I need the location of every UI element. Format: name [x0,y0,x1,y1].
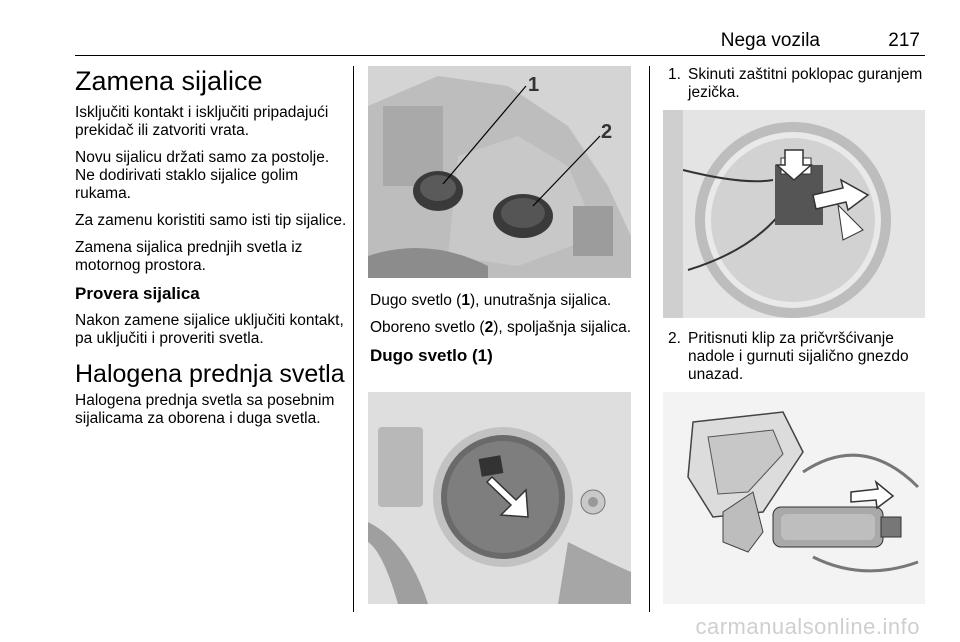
column-divider-1 [353,66,354,612]
right-column-step-1 [668,66,928,102]
headlamp-rear-illustration [368,66,631,278]
protective-cover-figure [663,110,925,318]
running-header-title: Nega vozila [720,30,820,51]
subheading-high-beam: Dugo svetlo (1) [370,346,493,365]
headlamp-rear-figure [368,66,631,278]
paragraph: Zamena sijalica prednjih svetla iz motornog prostora. [75,239,303,274]
caption-low-beam: Oboreno svetlo (2), spoljašnja sijalica. [370,319,632,336]
middle-column-text [370,292,640,374]
page-title: Zamena sijalice [75,66,263,96]
list-item: 2. Pritisnuti klip za pričvršćivanje nadole i gurnuti sijalično gnezdo unazad. [668,330,909,383]
protective-cover-illustration [663,110,925,318]
paragraph: Isključiti kontakt i isključiti pripadajući prekidač ili zatvoriti vrata. [75,104,329,139]
paragraph: Za zamenu koristiti samo isti tip sijalice. [75,212,347,229]
list-item: 1. Skinuti zaštitni poklopac guranjem jezička. [668,66,923,101]
right-column-step-2 [668,330,928,384]
page-number: 217 [888,30,920,51]
high-beam-cover-illustration [368,392,631,604]
paragraph: Halogena prednja svetla sa posebnim sijalicama za oborena i duga svetla. [75,392,335,427]
column-divider-2 [649,66,650,612]
subheading-check: Provera sijalica [75,284,200,303]
left-column [75,66,347,437]
watermark: carmanualsonline.info [695,614,920,639]
header-rule [75,55,925,56]
high-beam-cover-figure [368,392,631,604]
bulb-socket-illustration [663,392,925,604]
paragraph: Novu sijalicu držati samo za postolje. Ne dodirivati staklo sijalice golim rukama. [75,149,330,202]
callout-1: 1 [528,74,540,96]
paragraph: Nakon zamene sijalice uključiti kontakt, pa uključiti i proveriti svetla. [75,312,344,347]
section-heading: Halogena prednja svetla [75,360,345,388]
caption-high-beam: Dugo svetlo (1), unutrašnja sijalica. [370,292,612,309]
callout-2: 2 [601,121,613,143]
bulb-socket-figure [663,392,925,604]
